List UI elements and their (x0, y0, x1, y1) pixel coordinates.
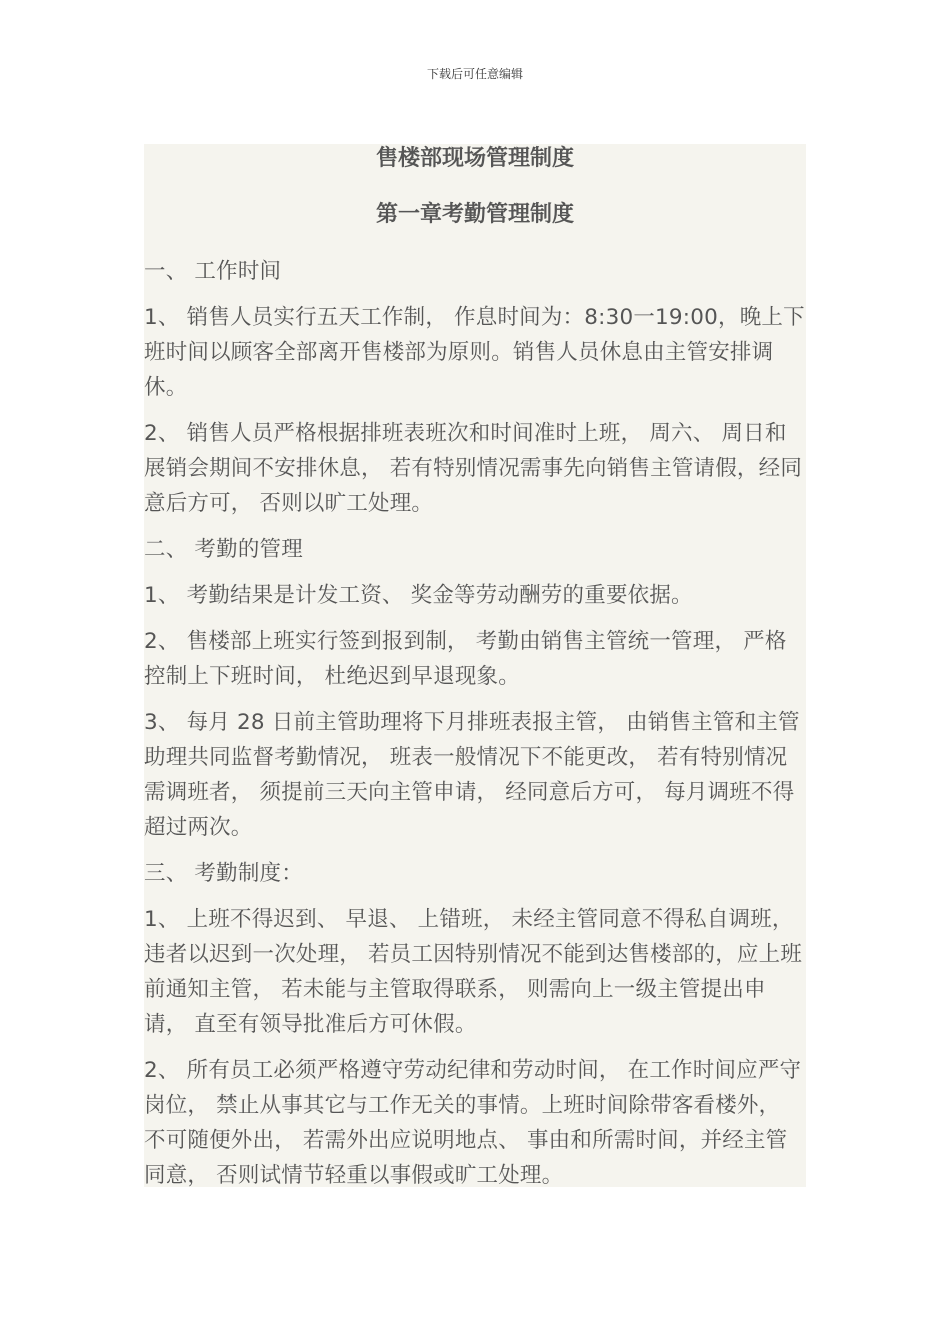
document-title: 售楼部现场管理制度 (375, 146, 574, 171)
chapter-title: 第一章考勤管理制度 (375, 202, 574, 227)
paragraph: 2、 销售人员严格根据排班表班次和时间准时上班， 周六、 周日和展销会期间不安排休息， 若有特别情况需事先向销售主管请假，经同意后方可， 否则以旷工处理。 (144, 421, 803, 516)
paragraph: 2、 所有员工必须严格遵守劳动纪律和劳动时间， 在工作时间应严守岗位， 禁止从事其它与工作无关的事情。上班时间除带客看楼外， 不可随便外出， 若需外出应说明地点、 事由和所需时间，并经主管同意， 否则试情节轻重以事假或旷工处理。 (144, 1058, 802, 1188)
section-heading-attendance-rules: 三、 考勤制度： (144, 861, 303, 886)
document-body (144, 144, 806, 1187)
paragraph: 2、 售楼部上班实行签到报到制， 考勤由销售主管统一管理， 严格控制上下班时间， 杜绝迟到早退现象。 (144, 629, 787, 689)
section-heading-attendance-management: 二、 考勤的管理 (144, 537, 303, 562)
paragraph: 1、 上班不得迟到、 早退、 上错班， 未经主管同意不得私自调班， 违者以迟到一次处理， 若员工因特别情况不能到达售楼部的，应上班前通知主管， 若未能与主管取得联系， 则需向上一级主管提出申请， 直至有领导批准后方可休假。 (144, 907, 803, 1037)
section-heading-work-time: 一、 工作时间 (144, 259, 282, 284)
paragraph: 1、 考勤结果是计发工资、 奖金等劳动酬劳的重要依据。 (144, 583, 693, 608)
paragraph: 3、 每月 28 日前主管助理将下月排班表报主管， 由销售主管和主管助理共同监督考勤情况， 班表一般情况下不能更改， 若有特别情况需调班者， 须提前三天向主管申请， 经同意后方可， 每月调班不得超过两次。 (144, 710, 800, 840)
page-header-note: 下载后可任意编辑 (426, 67, 523, 81)
paragraph: 1、 销售人员实行五天工作制， 作息时间为：8:30一19:00，晚上下班时间以顾客全部离开售楼部为原则。销售人员休息由主管安排调休。 (144, 305, 805, 400)
